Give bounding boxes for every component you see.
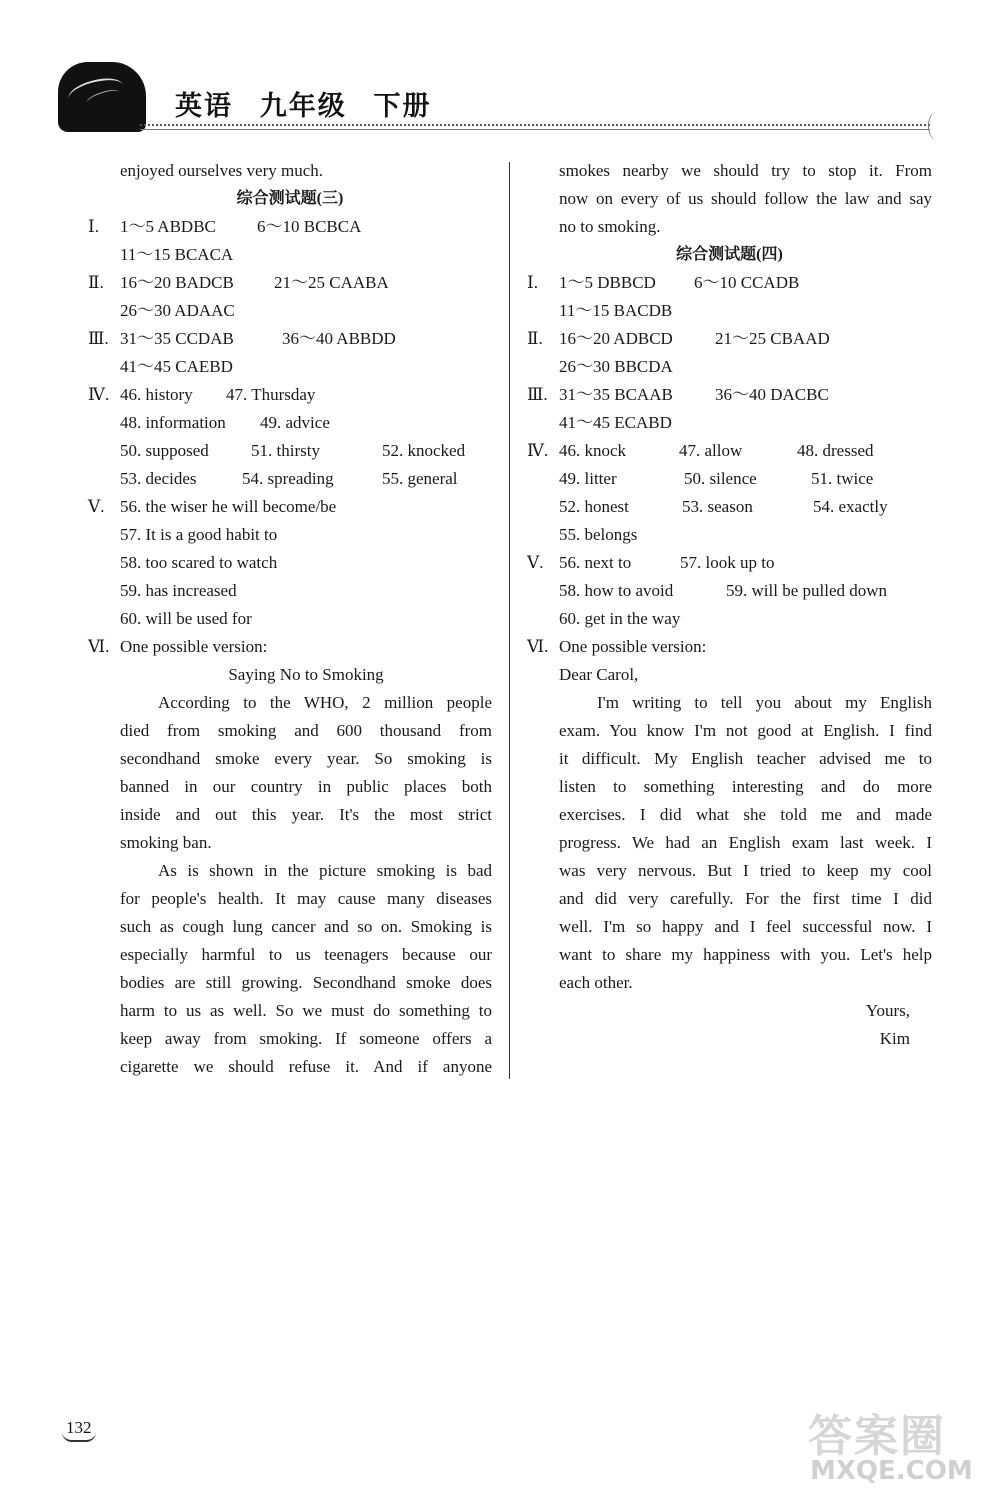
answer-item: 55. general xyxy=(382,469,458,488)
volume-label: 下册 xyxy=(373,91,432,121)
answer-item: 48. dressed xyxy=(797,441,874,460)
answer-group: 1～5 ABDBC xyxy=(120,217,216,236)
answer-group: 1～5 DBBCD xyxy=(559,273,656,292)
watermark-logo: 答案圈 xyxy=(808,1411,946,1462)
essay-line: cigarette we should refuse it. And if anyone xyxy=(120,1057,492,1076)
answer-item: 49. litter xyxy=(559,469,617,488)
book-title xyxy=(175,84,450,123)
answer-group: 6～10 BCBCA xyxy=(257,217,362,236)
letter-line: listen to something interesting and do more xyxy=(559,777,932,796)
answer-item: 49. advice xyxy=(260,413,330,432)
answer-row xyxy=(88,493,492,521)
essay-line: banned in our country in public places both xyxy=(120,777,492,796)
answer-row: 41～45 CAEBD xyxy=(120,357,233,376)
text-line: enjoyed ourselves very much. xyxy=(120,161,323,180)
letter-line: each other. xyxy=(559,973,633,992)
answer-row: 60. will be used for xyxy=(120,609,252,628)
answer-item: 53. decides xyxy=(120,469,197,488)
answer-item: 59. will be pulled down xyxy=(726,581,888,600)
answer-row xyxy=(527,549,932,577)
essay-line: no to smoking. xyxy=(559,217,661,236)
left-column xyxy=(88,157,492,1081)
answer-row xyxy=(88,269,492,297)
letter-line: progress. We had an English exam last week. I xyxy=(559,833,932,852)
answer-group: 16～20 BADCB xyxy=(120,273,234,292)
book-logo-icon xyxy=(58,62,146,132)
section-number: Ⅴ. xyxy=(88,497,105,516)
answer-row: 41～45 ECABD xyxy=(559,413,672,432)
section-number: Ⅳ. xyxy=(88,385,110,404)
answer-item: 56. next to xyxy=(559,553,632,572)
answer-item: 46. history xyxy=(120,385,193,404)
answer-group: 36～40 ABBDD xyxy=(282,329,396,348)
answer-item: 53. season xyxy=(682,497,753,516)
answer-group: 21～25 CAABA xyxy=(274,273,389,292)
answer-item: 50. supposed xyxy=(120,441,209,460)
section-number: Ⅴ. xyxy=(527,553,544,572)
letter-line: exercises. I did what she told me and made xyxy=(559,805,932,824)
section-number: Ⅱ. xyxy=(88,273,104,292)
section-heading-test-3: 综合测试题(三) xyxy=(236,190,344,207)
essay-title: Saying No to Smoking xyxy=(228,665,384,684)
answer-row: 55. belongs xyxy=(559,525,638,544)
section-number: Ⅲ. xyxy=(88,329,109,348)
answer-item: 56. the wiser he will become/be xyxy=(120,497,337,516)
answer-item: 57. look up to xyxy=(680,553,775,572)
answer-row xyxy=(527,493,932,521)
answer-item: 47. allow xyxy=(679,441,743,460)
page-header xyxy=(0,0,1000,150)
answer-item: 54. exactly xyxy=(813,497,888,516)
grade-label: 九年级 xyxy=(259,91,347,121)
answer-item: 46. knock xyxy=(559,441,627,460)
version-label: One possible version: xyxy=(559,637,707,656)
essay-line: smoking ban. xyxy=(120,833,212,852)
section-number: Ⅳ. xyxy=(527,441,549,460)
header-divider xyxy=(140,124,930,126)
answer-row: 11～15 BACDB xyxy=(559,301,673,320)
answer-row: 11～15 BCACA xyxy=(120,245,234,264)
answer-group: 6～10 CCADB xyxy=(694,273,800,292)
letter-line: exam. You know I'm not good at English. I find xyxy=(559,721,932,740)
letter-greeting: Dear Carol, xyxy=(559,665,639,684)
answer-row xyxy=(88,437,492,465)
letter-line: I'm writing to tell you about my English xyxy=(597,693,932,712)
answer-row xyxy=(527,465,932,493)
answer-group: 31～35 BCAAB xyxy=(559,385,673,404)
answer-item: 50. silence xyxy=(684,469,757,488)
watermark-url: MXQE.COM xyxy=(810,1456,973,1486)
section-number: Ⅰ. xyxy=(527,273,538,292)
essay-line: smokes nearby we should try to stop it. From xyxy=(559,161,932,180)
page-number: 132 xyxy=(62,1418,96,1442)
letter-line: and did very carefully. For the first time I did xyxy=(559,889,932,908)
answer-row xyxy=(527,269,932,297)
essay-line: bodies are still growing. Secondhand smoke does xyxy=(120,973,492,992)
subject-label: 英语 xyxy=(175,91,233,121)
answer-row: 26～30 BBCDA xyxy=(559,357,673,376)
answer-row xyxy=(88,633,492,661)
answer-row xyxy=(527,577,932,605)
column-divider xyxy=(509,162,510,1079)
essay-line: As is shown in the picture smoking is bad xyxy=(158,861,492,880)
answer-row xyxy=(88,409,492,437)
section-number: Ⅰ. xyxy=(88,217,99,236)
essay-line: for people's health. It may cause many diseases xyxy=(120,889,492,908)
header-divider-line xyxy=(140,129,930,130)
answer-group: 31～35 CCDAB xyxy=(120,329,234,348)
answer-row xyxy=(527,325,932,353)
answer-group: 16～20 ADBCD xyxy=(559,329,673,348)
answer-row: 58. too scared to watch xyxy=(120,553,278,572)
answer-row xyxy=(88,213,492,241)
answer-item: 47. Thursday xyxy=(226,385,316,404)
answer-row xyxy=(527,437,932,465)
essay-line: now on every of us should follow the law and say xyxy=(559,189,932,208)
version-label: One possible version: xyxy=(120,637,268,656)
letter-line: it difficult. My English teacher advised me to xyxy=(559,749,932,768)
section-number: Ⅵ. xyxy=(88,637,110,656)
letter-line: was very nervous. But I tried to keep my cool xyxy=(559,861,932,880)
answer-group: 36～40 DACBC xyxy=(715,385,829,404)
answer-row xyxy=(88,325,492,353)
essay-line: harm to us as well. So we must do something to xyxy=(120,1001,492,1020)
letter-line: well. I'm so happy and I feel successful now. I xyxy=(559,917,932,936)
answer-item: 51. twice xyxy=(811,469,874,488)
answer-group: 21～25 CBAAD xyxy=(715,329,830,348)
answer-row: 60. get in the way xyxy=(559,609,681,628)
answer-row xyxy=(527,381,932,409)
section-number: Ⅲ. xyxy=(527,385,548,404)
answer-item: 52. honest xyxy=(559,497,629,516)
answer-item: 52. knocked xyxy=(382,441,466,460)
essay-line: especially harmful to us teenagers because our xyxy=(120,945,492,964)
answer-item: 58. how to avoid xyxy=(559,581,674,600)
letter-closing: Yours, xyxy=(865,1001,910,1020)
answer-row: 26～30 ADAAC xyxy=(120,301,235,320)
letter-line: want to share my happiness with you. Let's help xyxy=(559,945,932,964)
essay-line: According to the WHO, 2 million people xyxy=(158,693,492,712)
answer-item: 48. information xyxy=(120,413,226,432)
answer-row xyxy=(527,633,932,661)
essay-line: keep away from smoking. If someone offers a xyxy=(120,1029,492,1048)
essay-line: secondhand smoke every year. So smoking is xyxy=(120,749,492,768)
essay-line: such as cough lung cancer and so on. Smoking is xyxy=(120,917,492,936)
answer-row xyxy=(88,465,492,493)
section-number: Ⅱ. xyxy=(527,329,543,348)
right-column xyxy=(527,157,932,1053)
answer-item: 51. thirsty xyxy=(251,441,320,460)
essay-line: died from smoking and 600 thousand from xyxy=(120,721,492,740)
answer-row: 59. has increased xyxy=(120,581,237,600)
section-number: Ⅵ. xyxy=(527,637,549,656)
section-heading-test-4: 综合测试题(四) xyxy=(676,246,783,263)
letter-signature: Kim xyxy=(879,1029,910,1048)
header-ornament-icon xyxy=(928,112,945,140)
answer-item: 54. spreading xyxy=(242,469,334,488)
essay-line: inside and out this year. It's the most strict xyxy=(120,805,492,824)
answer-row: 57. It is a good habit to xyxy=(120,525,278,544)
answer-row xyxy=(88,381,492,409)
